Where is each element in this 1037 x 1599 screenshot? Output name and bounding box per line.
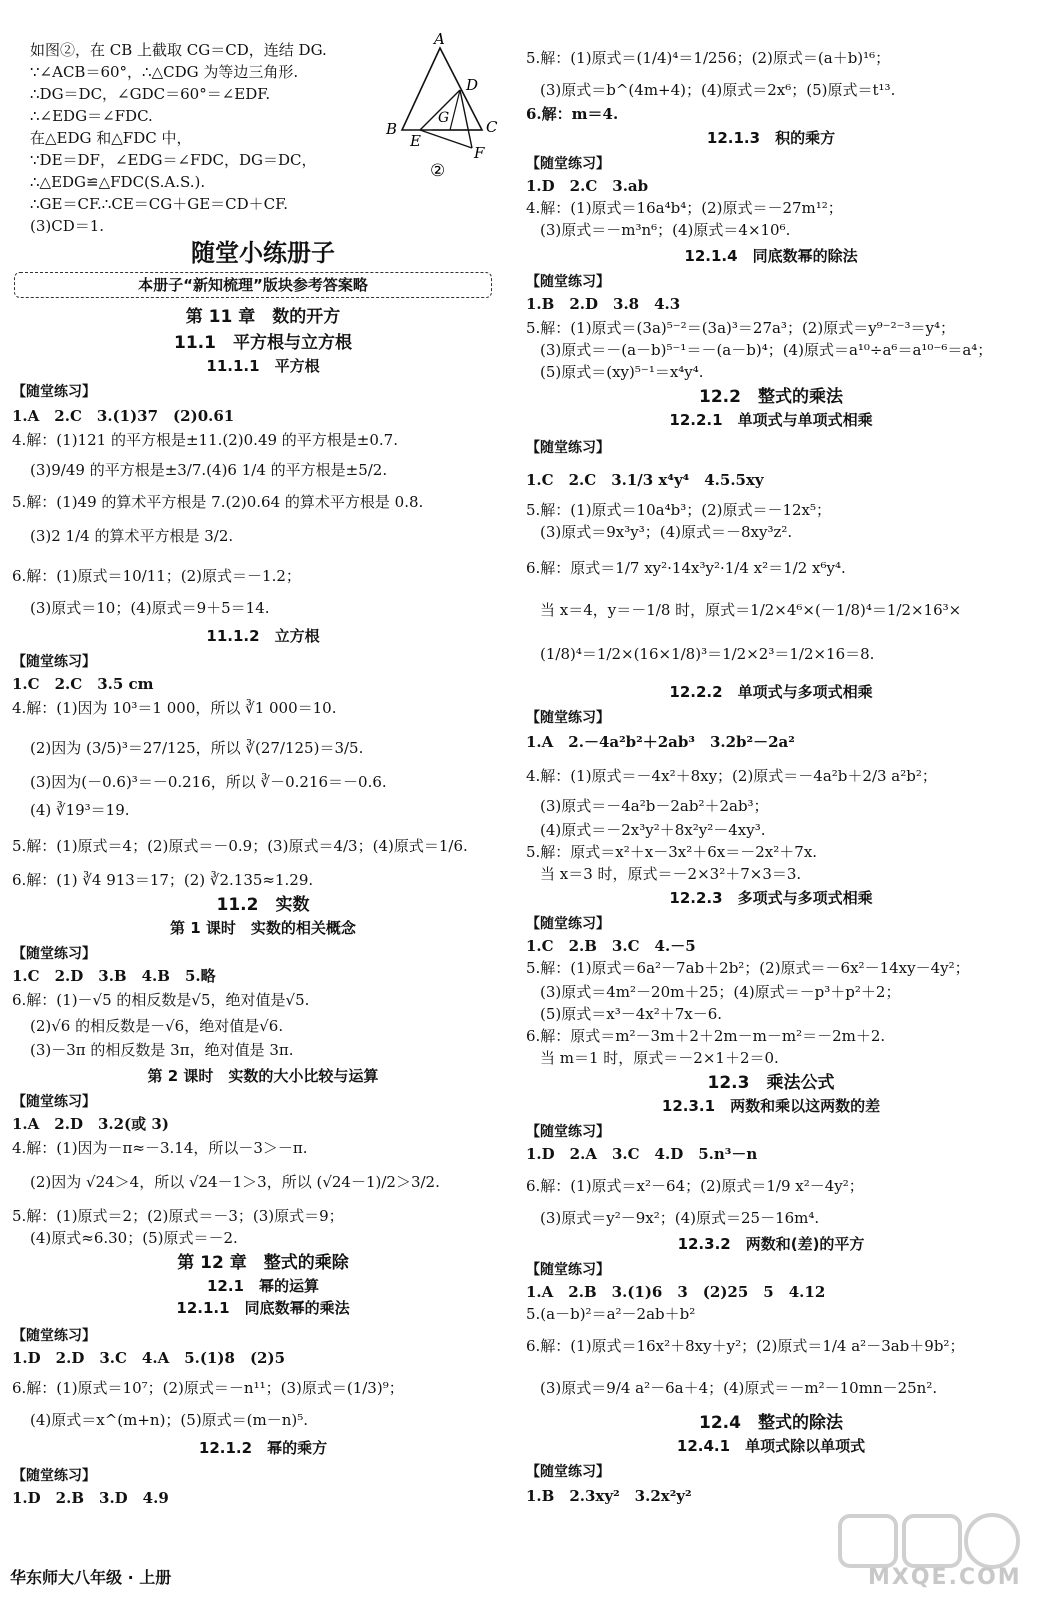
practice-tag: 【随堂练习】	[12, 1468, 96, 1484]
subsection-title: 12.1.3 积的乘方	[706, 129, 836, 147]
label-B: B	[386, 120, 398, 138]
label-G: G	[438, 110, 450, 126]
practice-tag: 【随堂练习】	[526, 156, 610, 172]
practice-tag: 【随堂练习】	[526, 916, 610, 932]
section-title: 12.4 整式的除法	[699, 1413, 843, 1433]
answer-line: 5.解：(1)49 的算术平方根是 7.(2)0.64 的算术平方根是 0.8.	[12, 493, 424, 511]
answer-line: 4.解：(1)因为－π≈－3.14，所以－3＞－π.	[12, 1139, 308, 1157]
answer-line: 4.解：(1)因为 10³＝1 000，所以 ∛1 000＝10.	[12, 699, 337, 717]
practice-tag: 【随堂练习】	[526, 1124, 610, 1140]
subsection-title: 12.1.4 同底数幂的除法	[684, 247, 858, 265]
answer-line: 1.C 2.C 3.1/3 x⁴y⁴ 4.5.5xy	[526, 471, 764, 489]
answer-line: 6.解：m＝4.	[526, 105, 619, 123]
practice-tag: 【随堂练习】	[12, 1094, 96, 1110]
answer-line: (3)原式＝－(a－b)⁵⁻¹＝－(a－b)⁴；(4)原式＝a¹⁰÷a⁶＝a¹⁰⁻⁶＝a⁴；	[540, 341, 993, 359]
proof-line: ∵∠ACB＝60°，∴△CDG 为等边三角形.	[30, 63, 299, 81]
chapter-title: 第 12 章 整式的乘除	[177, 1253, 349, 1273]
page-footer: 华东师大八年级 · 上册	[10, 1568, 172, 1587]
section-title: 12.3 乘法公式	[707, 1073, 835, 1093]
answer-line: 5.解：(1)原式＝10a⁴b³；(2)原式＝－12x⁵；	[526, 501, 832, 519]
answer-line: 4.解：(1)121 的平方根是±11.(2)0.49 的平方根是±0.7.	[12, 431, 398, 449]
answer-line: 5.解：(1)原式＝(3a)⁵⁻²＝(3a)³＝27a³；(2)原式＝y⁹⁻²⁻³＝y⁴；	[526, 319, 956, 337]
answer-line: 5.解：(1)原式＝4；(2)原式＝－0.9；(3)原式＝4/3；(4)原式＝1/6.	[12, 837, 468, 855]
answer-line: (4)原式≈6.30；(5)原式＝－2.	[30, 1229, 238, 1247]
subsection-title: 12.3.2 两数和(差)的平方	[677, 1235, 865, 1253]
answer-line: (3)原式＝－4a²b－2ab²＋2ab³；	[540, 797, 769, 815]
answer-line: (3)－3π 的相反数是 3π，绝对值是 3π.	[30, 1041, 294, 1059]
proof-line: ∴△EDG≌△FDC(S.A.S.).	[30, 173, 206, 191]
answer-banner: 本册子“新知梳理”版块参考答案略	[14, 272, 492, 298]
proof-line: ∵DE＝DF，∠EDG＝∠FDC，DG＝DC，	[30, 151, 317, 169]
figure-caption: ②	[430, 161, 446, 180]
lesson-title: 第 2 课时 实数的大小比较与运算	[147, 1067, 379, 1085]
answer-line: 1.D 2.A 3.C 4.D 5.n³－n	[526, 1145, 758, 1163]
answer-line: (2)√6 的相反数是－√6，绝对值是√6.	[30, 1017, 284, 1035]
subsection-title: 11.1.1 平方根	[206, 357, 320, 375]
practice-tag: 【随堂练习】	[526, 1464, 610, 1480]
answer-line: 1.A 2.C 3.(1)37 (2)0.61	[12, 407, 235, 425]
answer-line: 6.解：原式＝m²－3m＋2＋2m－m－m²＝－2m＋2.	[526, 1027, 886, 1045]
practice-tag: 【随堂练习】	[12, 946, 96, 962]
answer-line: 1.A 2.D 3.2(或 3)	[12, 1115, 169, 1133]
proof-line: (3)CD＝1.	[30, 217, 105, 235]
answer-line: 1.A 2.－4a²b²＋2ab³ 3.2b²－2a²	[526, 733, 795, 751]
answer-line: (5)原式＝(xy)⁵⁻¹＝x⁴y⁴.	[540, 363, 704, 381]
answer-line: (4)原式＝x^(m+n)；(5)原式＝(m－n)⁵.	[30, 1411, 309, 1429]
label-A: A	[434, 30, 445, 48]
answer-line: 当 x＝3 时，原式＝－2×3²＋7×3＝3.	[540, 865, 802, 883]
practice-tag: 【随堂练习】	[526, 440, 610, 456]
subsection-title: 11.1.2 立方根	[206, 627, 320, 645]
answer-line: (3)原式＝4m²－20m＋25；(4)原式＝－p³＋p²＋2；	[540, 983, 901, 1001]
proof-line: 在△EDG 和△FDC 中，	[30, 129, 192, 147]
section-title: 11.1 平方根与立方根	[174, 333, 352, 353]
answer-line: 6.解：原式＝1/7 xy²·14x³y²·1/4 x²＝1/2 x⁶y⁴.	[526, 559, 846, 577]
answer-line: 5.解：(1)原式＝2；(2)原式＝－3；(3)原式＝9；	[12, 1207, 344, 1225]
section-title: 12.1 幂的运算	[206, 1277, 319, 1295]
answer-line: (5)原式＝x³－4x²＋7x－6.	[540, 1005, 723, 1023]
label-C: C	[486, 118, 498, 136]
proof-line: ∴∠EDG＝∠FDC.	[30, 107, 153, 125]
answer-line: (3)原式＝y²－9x²；(4)原式＝25－16m⁴.	[540, 1209, 820, 1227]
answer-line: 4.解：(1)原式＝16a⁴b⁴；(2)原式＝－27m¹²；	[526, 199, 843, 217]
label-E: E	[410, 132, 421, 150]
answer-line: 6.解：(1)原式＝x²－64；(2)原式＝1/9 x²－4y²；	[526, 1177, 864, 1195]
watermark-text: MXQE.COM	[868, 1565, 1022, 1590]
section-title: 12.2 整式的乘法	[699, 387, 843, 407]
subsection-title: 12.1.2 幂的乘方	[198, 1439, 328, 1457]
answer-line: 1.D 2.D 3.C 4.A 5.(1)8 (2)5	[12, 1349, 286, 1367]
answer-line: (3)原式＝－m³n⁶；(4)原式＝4×10⁶.	[540, 221, 791, 239]
answer-line: 1.C 2.C 3.5 cm	[12, 675, 154, 693]
subsection-title: 12.2.1 单项式与单项式相乘	[669, 411, 873, 429]
subsection-title: 12.3.1 两数和乘以这两数的差	[661, 1097, 881, 1115]
answer-line: 1.C 2.B 3.C 4.－5	[526, 937, 696, 955]
answer-line: 1.C 2.D 3.B 4.B 5.略	[12, 967, 216, 985]
answer-line: 1.D 2.B 3.D 4.9	[12, 1489, 169, 1507]
answer-line: (3)原式＝9x³y³；(4)原式＝－8xy³z².	[540, 523, 793, 541]
answer-line: (2)因为 (3/5)³＝27/125，所以 ∛(27/125)＝3/5.	[30, 739, 364, 757]
answer-line: 6.解：(1)－√5 的相反数是√5，绝对值是√5.	[12, 991, 310, 1009]
practice-tag: 【随堂练习】	[526, 710, 610, 726]
answer-line: 1.B 2.3xy² 3.2x²y²	[526, 1487, 692, 1505]
answer-line: (4) ∛19³＝19.	[30, 801, 130, 819]
answer-line: 5.解：(1)原式＝6a²－7ab＋2b²；(2)原式＝－6x²－14xy－4y²；	[526, 959, 970, 977]
practice-tag: 【随堂练习】	[526, 274, 610, 290]
chapter-title: 第 11 章 数的开方	[185, 307, 341, 327]
answer-line: (3)因为(－0.6)³＝－0.216，所以 ∛－0.216＝－0.6.	[30, 773, 387, 791]
practice-tag: 【随堂练习】	[526, 1262, 610, 1278]
answer-line: 5.解：(1)原式＝(1/4)⁴＝1/256；(2)原式＝(a＋b)¹⁶；	[526, 49, 891, 67]
triangle-figure	[380, 30, 500, 180]
answer-line: 6.解：(1) ∛4 913＝17；(2) ∛2.135≈1.29.	[12, 871, 314, 889]
section-title: 11.2 实数	[216, 895, 310, 915]
answer-line: (3)原式＝b^(4m+4)；(4)原式＝2x⁶；(5)原式＝t¹³.	[540, 81, 896, 99]
answer-line: 5.(a－b)²＝a²－2ab＋b²	[526, 1305, 696, 1323]
label-F: F	[474, 144, 485, 162]
subsection-title: 12.2.2 单项式与多项式相乘	[669, 683, 873, 701]
practice-tag: 【随堂练习】	[12, 1328, 96, 1344]
proof-line: ∴DG＝DC，∠GDC＝60°＝∠EDF.	[30, 85, 271, 103]
answer-line: 6.解：(1)原式＝16x²＋8xy＋y²；(2)原式＝1/4 a²－3ab＋9b²；	[526, 1337, 965, 1355]
answer-line: (3)原式＝9/4 a²－6a＋4；(4)原式＝－m²－10mn－25n².	[540, 1379, 938, 1397]
answer-line: 1.A 2.B 3.(1)6 3 (2)25 5 4.12	[526, 1283, 826, 1301]
answer-line: 6.解：(1)原式＝10⁷；(2)原式＝－n¹¹；(3)原式＝(1/3)⁹；	[12, 1379, 404, 1397]
answer-line: 4.解：(1)原式＝－4x²＋8xy；(2)原式＝－4a²b＋2/3 a²b²；	[526, 767, 937, 785]
answer-line: 5.解：原式＝x²＋x－3x²＋6x＝－2x²＋7x.	[526, 843, 818, 861]
label-D: D	[466, 76, 479, 94]
answer-line: (2)因为 √24＞4，所以 √24－1＞3，所以 (√24－1)/2＞3/2.	[30, 1173, 440, 1191]
subsection-title: 12.1.1 同底数幂的乘法	[176, 1299, 350, 1317]
subsection-title: 12.4.1 单项式除以单项式	[676, 1437, 866, 1455]
answer-line: (3)9/49 的平方根是±3/7.(4)6 1/4 的平方根是±5/2.	[30, 461, 388, 479]
answer-line: 6.解：(1)原式＝10/11；(2)原式＝－1.2；	[12, 567, 301, 585]
practice-tag: 【随堂练习】	[12, 654, 96, 670]
practice-tag: 【随堂练习】	[12, 384, 96, 400]
answer-line: 当 x＝4，y＝－1/8 时，原式＝1/2×4⁶×(－1/8)⁴＝1/2×16³×	[540, 601, 962, 619]
answer-line: (3)原式＝10；(4)原式＝9＋5＝14.	[30, 599, 270, 617]
proof-line: ∴GE＝CF.∴CE＝CG＋GE＝CD＋CF.	[30, 195, 288, 213]
answer-line: 1.D 2.C 3.ab	[526, 177, 649, 195]
lesson-title: 第 1 课时 实数的相关概念	[170, 919, 356, 937]
answer-line: (3)2 1/4 的算术平方根是 3/2.	[30, 527, 234, 545]
book-title: 随堂小练册子	[191, 239, 335, 267]
answer-line: (4)原式＝－2x³y²＋8x²y²－4xy³.	[540, 821, 766, 839]
subsection-title: 12.2.3 多项式与多项式相乘	[669, 889, 873, 907]
proof-line: 如图②，在 CB 上截取 CG＝CD，连结 DG.	[30, 41, 327, 59]
answer-line: (1/8)⁴＝1/2×(16×1/8)³＝1/2×2³＝1/2×16＝8.	[540, 645, 875, 663]
answer-line: 1.B 2.D 3.8 4.3	[526, 295, 681, 313]
answer-line: 当 m＝1 时，原式＝－2×1＋2＝0.	[540, 1049, 779, 1067]
